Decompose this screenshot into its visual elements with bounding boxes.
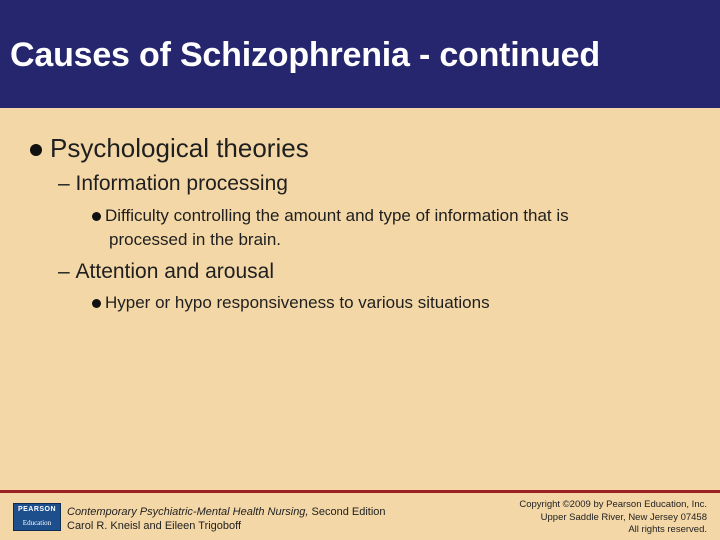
detail-bullet-difficulty [92,206,569,226]
dash-icon: – [58,172,76,195]
sub-bullet-information-processing [58,172,288,196]
footer-citation [67,505,386,533]
detail-text-line1: Difficulty controlling the amount and type of information that is [105,206,569,225]
book-title: Contemporary Psychiatric-Mental Health Nursing, [67,506,309,518]
dash-icon: – [58,260,76,283]
logo-text-bottom: Education [22,519,52,527]
bullet-icon [92,299,101,308]
detail-text-line2: processed in the brain. [109,230,281,249]
detail-text-line1: Hyper or hypo responsiveness to various situations [105,293,490,312]
copyright-line-2: Upper Saddle River, New Jersey 07458 [540,511,707,523]
sub-bullet-text: Attention and arousal [75,260,274,283]
sub-bullet-text: Information processing [75,172,288,195]
book-edition: Second Edition [308,506,386,518]
book-authors: Carol R. Kneisl and Eileen Trigoboff [67,520,242,532]
copyright-line-1: Copyright ©2009 by Pearson Education, Inc. [519,499,707,510]
sub-bullet-attention-arousal [58,260,274,284]
slide-title: Causes of Schizophrenia - continued [10,36,600,74]
detail-bullet-hyper-hypo [92,293,490,313]
pearson-education-logo [13,503,61,531]
footer-divider [0,490,720,493]
logo-text-top: PEARSON [17,506,57,513]
bullet-text: Psychological theories [50,133,309,163]
bullet-icon [92,212,101,221]
bullet-icon [30,144,42,156]
copyright-line-3: All rights reserved. [628,524,707,535]
footer-copyright [519,499,707,537]
bullet-psychological-theories [30,133,309,164]
detail-bullet-difficulty-continued [109,230,281,250]
